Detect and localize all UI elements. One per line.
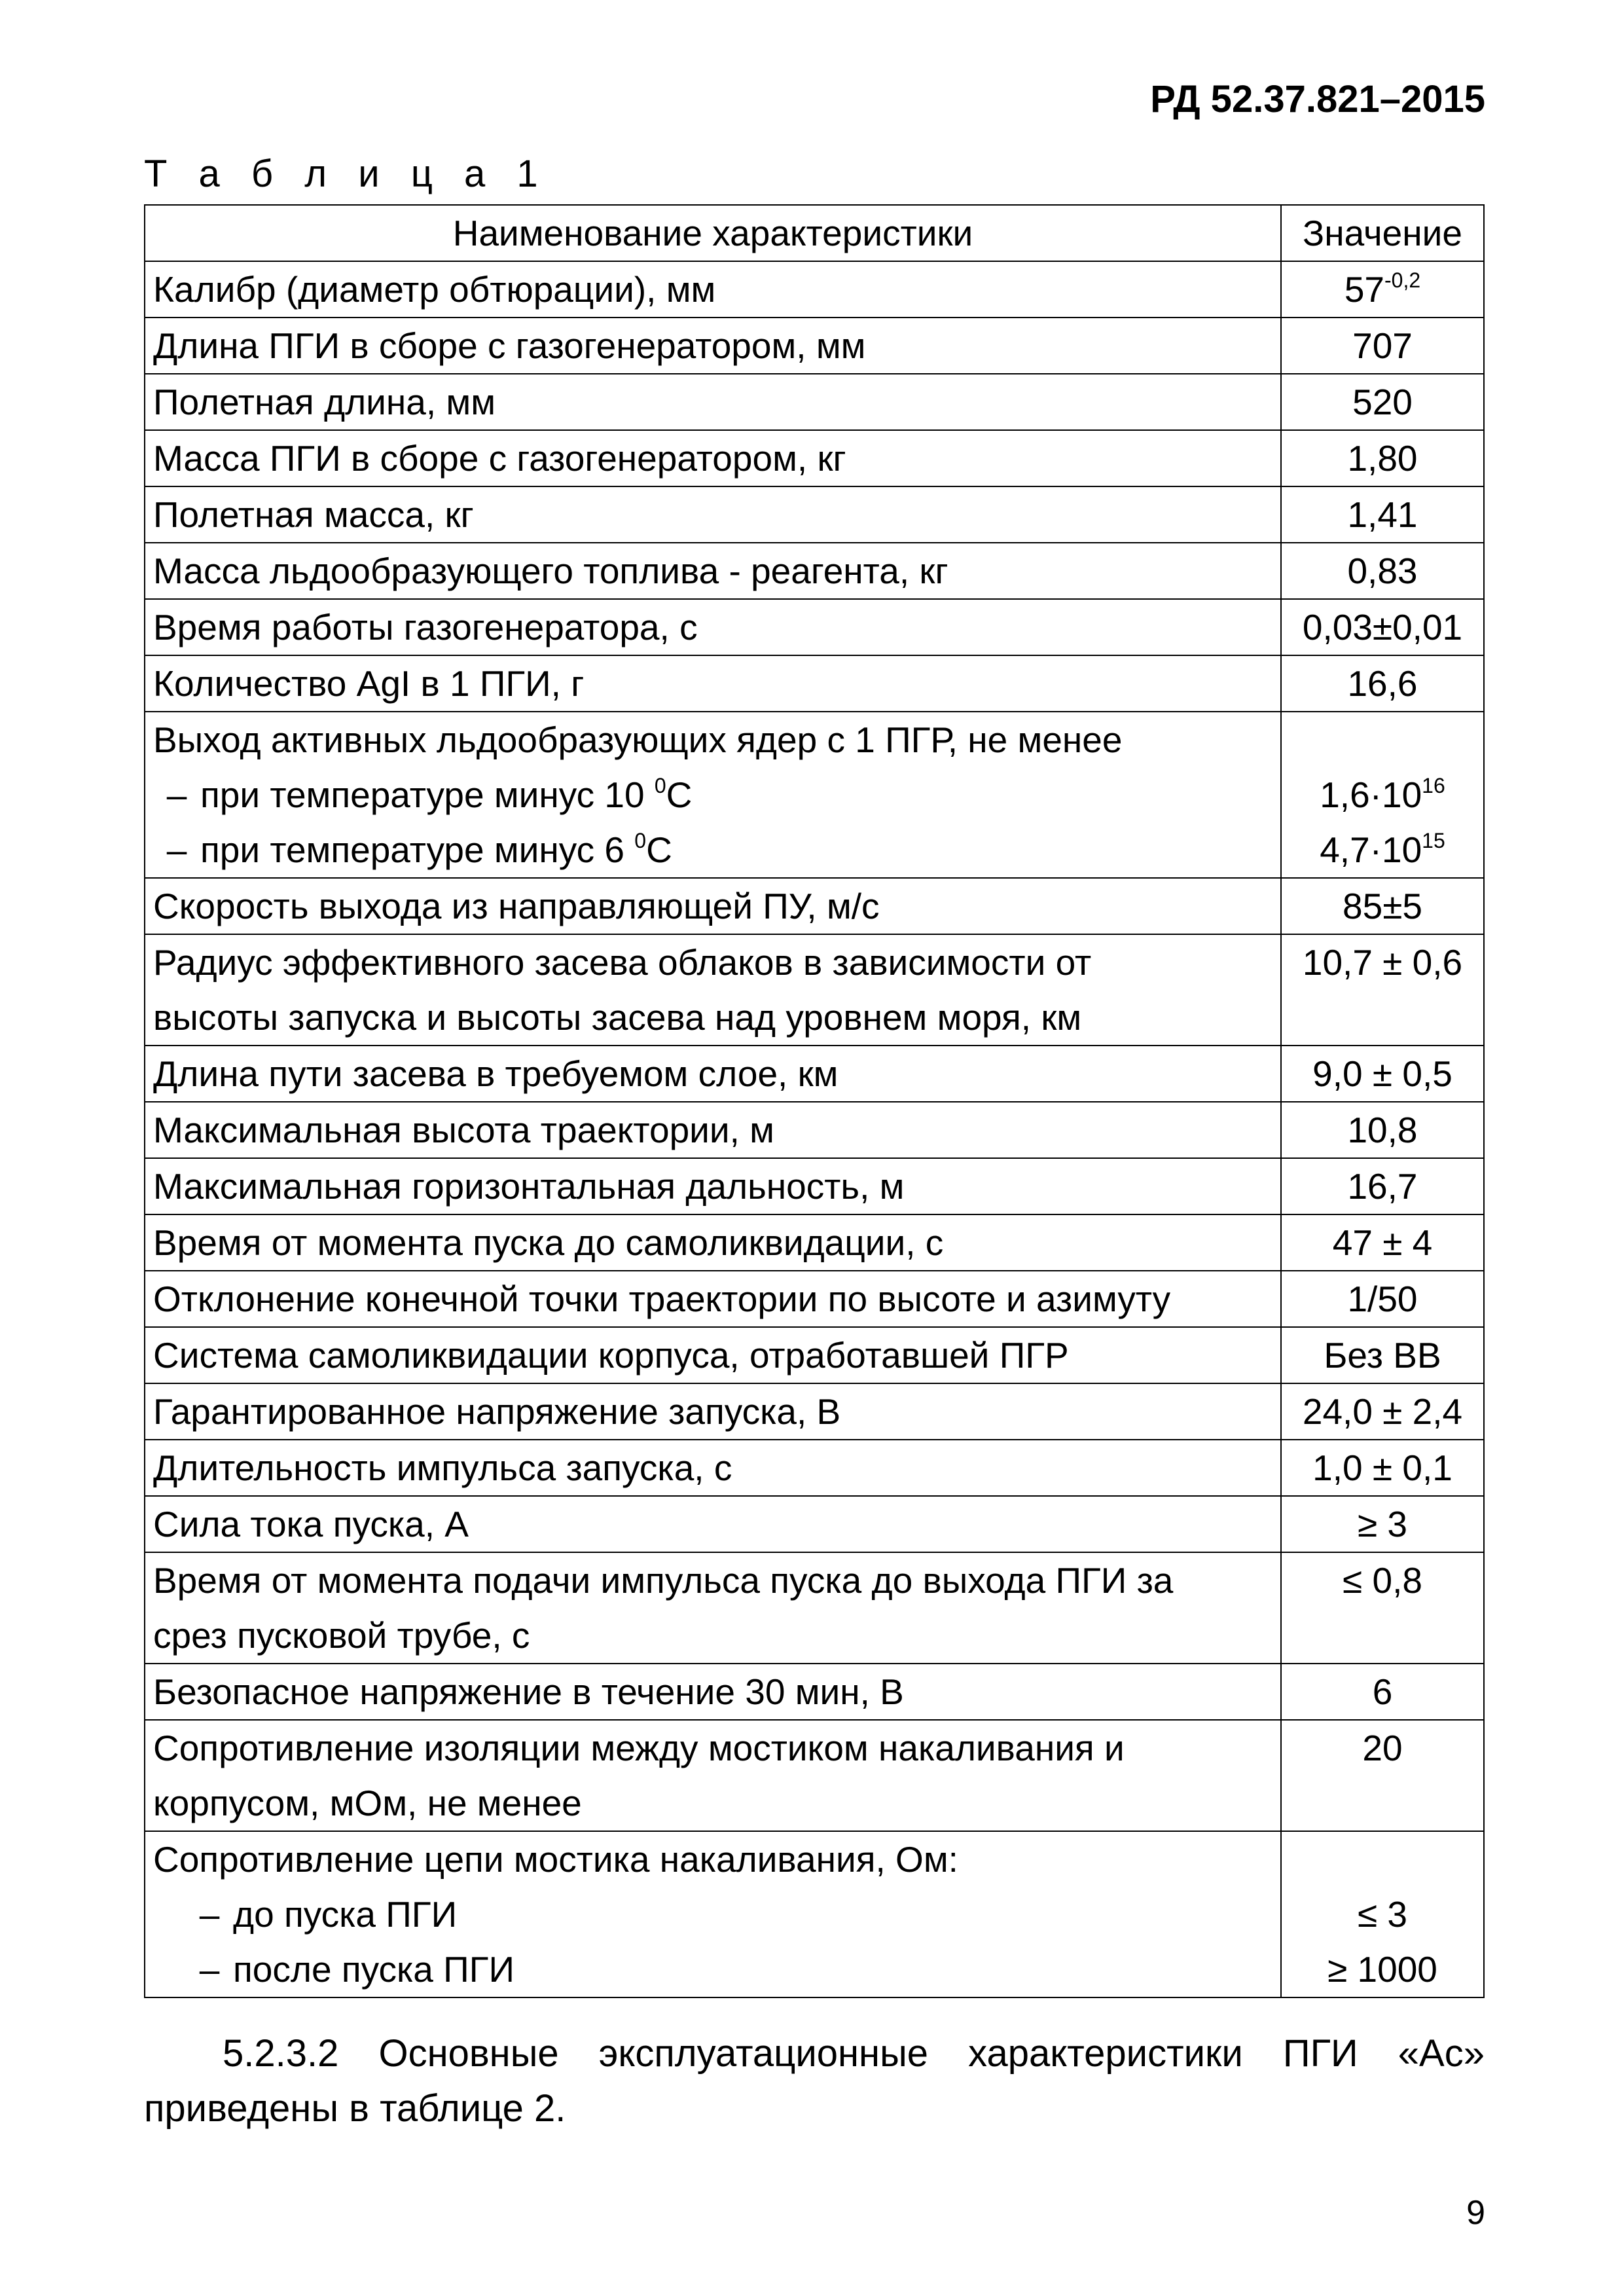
- value-text: 10,7 ± 0,6: [1302, 942, 1463, 983]
- characteristic-name-cell: [145, 1102, 1281, 1158]
- table-row: [145, 430, 1484, 486]
- characteristic-name: Время от момента пуска до самоликвидации, с: [153, 1222, 944, 1263]
- characteristic-name-line: Радиус эффективного засева облаков в зависимости от: [153, 942, 1092, 983]
- characteristic-name-line: Сопротивление изоляции между мостиком накаливания и: [153, 1728, 1125, 1768]
- characteristic-name-cell: [145, 1552, 1281, 1664]
- characteristic-name-cell: [145, 1046, 1281, 1102]
- characteristic-value-cell: [1281, 261, 1484, 318]
- value-text: 16,6: [1347, 663, 1418, 704]
- characteristic-value-cell: [1281, 1383, 1484, 1440]
- table-row: [145, 1271, 1484, 1327]
- characteristic-name: Масса льдообразующего топлива - реагента, кг: [153, 551, 948, 591]
- value-text: 1,0 ± 0,1: [1312, 1448, 1453, 1488]
- characteristic-name: Сила тока пуска, А: [153, 1504, 469, 1544]
- value-text: 16,7: [1347, 1166, 1418, 1207]
- table-row: [145, 1831, 1484, 1997]
- characteristic-value-cell: [1281, 1552, 1484, 1664]
- characteristic-name-cell: [145, 1440, 1281, 1496]
- value-text: 520: [1352, 382, 1413, 422]
- characteristic-name: Полетная длина, мм: [153, 382, 496, 422]
- body-paragraph: [144, 2026, 1485, 2136]
- value-text: 0,03±0,01: [1302, 607, 1463, 647]
- sub-item-text: после пуска ПГИ: [233, 1949, 514, 1990]
- unit-text: С: [666, 774, 693, 815]
- table-body: [145, 261, 1484, 1997]
- characteristic-name-cell: [145, 878, 1281, 934]
- characteristic-value-cell: [1281, 430, 1484, 486]
- table-caption: Т а б л и ц а 1: [144, 153, 549, 195]
- document-code: РД 52.37.821–2015: [1150, 78, 1485, 120]
- table-row: [145, 1664, 1484, 1720]
- table-row: [145, 374, 1484, 430]
- value-text: 4,7·10: [1320, 829, 1422, 870]
- characteristic-name: Калибр (диаметр обтюрации), мм: [153, 269, 716, 310]
- characteristic-name: Длительность импульса запуска, с: [153, 1448, 732, 1488]
- characteristic-name: Скорость выхода из направляющей ПУ, м/с: [153, 886, 880, 926]
- value-text: 1/50: [1347, 1279, 1418, 1319]
- characteristic-name-cell: [145, 934, 1281, 1046]
- characteristic-value-cell: [1281, 1664, 1484, 1720]
- paragraph-line-1: 5.2.3.2 Основные эксплуатационные характеристики ПГИ «Ас»: [223, 2032, 1485, 2075]
- characteristic-value-cell: [1281, 1720, 1484, 1831]
- value-text: 1,41: [1347, 494, 1418, 535]
- value-text: ≥ 3: [1357, 1504, 1408, 1544]
- characteristic-name-line: Время от момента подачи импульса пуска до выхода ПГИ за: [153, 1560, 1174, 1601]
- characteristic-name-cell: [145, 374, 1281, 430]
- table-row: [145, 655, 1484, 712]
- table-row: [145, 1214, 1484, 1271]
- characteristic-name: Сопротивление цепи мостика накаливания, Ом:: [153, 1839, 958, 1880]
- table-row: [145, 261, 1484, 318]
- table-row: [145, 318, 1484, 374]
- characteristic-name-cell: [145, 1720, 1281, 1831]
- value-text: 1,6·10: [1320, 774, 1422, 815]
- page-number: 9: [1466, 2194, 1485, 2232]
- characteristic-name-cell: [145, 1158, 1281, 1214]
- paragraph-line-2: приведены в таблице 2.: [144, 2087, 566, 2130]
- characteristic-value-cell: [1281, 1271, 1484, 1327]
- characteristic-name: Гарантированное напряжение запуска, В: [153, 1391, 841, 1432]
- table-row: [145, 1158, 1484, 1214]
- table-row: [145, 934, 1484, 1046]
- characteristic-name-cell: [145, 1496, 1281, 1552]
- value-text: 9,0 ± 0,5: [1312, 1053, 1453, 1094]
- degree-superscript: 0: [634, 829, 647, 852]
- value-exponent: 15: [1422, 829, 1445, 852]
- table-row: [145, 486, 1484, 543]
- characteristic-value-cell: [1281, 655, 1484, 712]
- characteristic-name: Длина пути засева в требуемом слое, км: [153, 1053, 839, 1094]
- characteristic-value-cell: [1281, 486, 1484, 543]
- characteristic-value-cell: [1281, 1831, 1484, 1997]
- characteristic-name-line: высоты запуска и высоты засева над уровнем моря, км: [153, 997, 1082, 1038]
- characteristic-name: Отклонение конечной точки траектории по высоте и азимуту: [153, 1279, 1171, 1319]
- table-row: [145, 1383, 1484, 1440]
- degree-superscript: 0: [654, 774, 666, 797]
- sub-item-value: [1290, 822, 1475, 877]
- dash-bullet: –: [199, 1949, 220, 1990]
- table-row: [145, 599, 1484, 655]
- value-text: 85±5: [1343, 886, 1422, 926]
- characteristic-name-line: корпусом, мОм, не менее: [153, 1783, 582, 1823]
- characteristic-value-cell: [1281, 934, 1484, 1046]
- characteristic-name-cell: [145, 712, 1281, 878]
- characteristic-name-cell: [145, 543, 1281, 599]
- characteristic-value-cell: [1281, 599, 1484, 655]
- value-spacer: [1290, 712, 1475, 767]
- value-spacer: [1290, 1832, 1475, 1887]
- sub-item: [153, 1942, 1272, 1997]
- table-row: [145, 543, 1484, 599]
- table-row: [145, 712, 1484, 878]
- value-text: 707: [1352, 325, 1413, 366]
- characteristic-name-cell: [145, 1327, 1281, 1383]
- characteristic-value-cell: [1281, 1158, 1484, 1214]
- value-text: ≥ 1000: [1327, 1949, 1437, 1990]
- value-text: ≤ 3: [1357, 1894, 1408, 1935]
- value-text: 47 ± 4: [1332, 1222, 1433, 1263]
- characteristic-name: Безопасное напряжение в течение 30 мин, В: [153, 1671, 904, 1712]
- characteristic-name: Длина ПГИ в сборе с газогенератором, мм: [153, 325, 866, 366]
- characteristic-name-cell: [145, 1664, 1281, 1720]
- value-text: Без ВВ: [1324, 1335, 1441, 1376]
- characteristic-value-cell: [1281, 1327, 1484, 1383]
- value-text: 6: [1372, 1671, 1393, 1712]
- sub-item: [153, 1887, 1272, 1942]
- sub-item-text: при температуре минус 10: [200, 774, 655, 815]
- value-text: 24,0 ± 2,4: [1302, 1391, 1463, 1432]
- characteristic-value-cell: [1281, 374, 1484, 430]
- column-header-name: Наименование характеристики: [145, 205, 1281, 261]
- characteristic-value-cell: [1281, 712, 1484, 878]
- table-row: [145, 1720, 1484, 1831]
- characteristic-name: Система самоликвидации корпуса, отработавшей ПГР: [153, 1335, 1069, 1376]
- sub-item: [153, 767, 1272, 822]
- characteristic-name: Масса ПГИ в сборе с газогенератором, кг: [153, 438, 846, 479]
- characteristic-value-cell: [1281, 1214, 1484, 1271]
- value-tolerance: -0,2: [1384, 268, 1421, 292]
- sub-item: [153, 822, 1272, 877]
- table-row: [145, 1327, 1484, 1383]
- characteristic-name: Полетная масса, кг: [153, 494, 474, 535]
- table-row: [145, 1102, 1484, 1158]
- value-exponent: 16: [1422, 774, 1445, 797]
- characteristic-name-cell: [145, 1214, 1281, 1271]
- table-row: [145, 1440, 1484, 1496]
- characteristic-name: Максимальная горизонтальная дальность, м: [153, 1166, 905, 1207]
- characteristics-table: [144, 204, 1485, 1998]
- table-row: [145, 878, 1484, 934]
- sub-item-value: [1290, 767, 1475, 822]
- characteristic-name-cell: [145, 486, 1281, 543]
- dash-bullet: –: [166, 774, 187, 815]
- value-text: 20: [1362, 1728, 1403, 1768]
- characteristic-name-cell: [145, 261, 1281, 318]
- sub-item-text: при температуре минус 6: [200, 829, 635, 870]
- characteristic-name-cell: [145, 599, 1281, 655]
- table-row: [145, 1552, 1484, 1664]
- characteristic-value-cell: [1281, 543, 1484, 599]
- characteristic-value-cell: [1281, 1046, 1484, 1102]
- characteristic-value-cell: [1281, 878, 1484, 934]
- column-header-value: Значение: [1281, 205, 1484, 261]
- characteristic-name-line: срез пусковой трубе, с: [153, 1615, 530, 1656]
- characteristic-value-cell: [1281, 1440, 1484, 1496]
- sub-item-value: [1290, 1887, 1475, 1942]
- value-text: 10,8: [1347, 1110, 1418, 1150]
- value-text: ≤ 0,8: [1343, 1560, 1422, 1601]
- dash-bullet: –: [199, 1894, 220, 1935]
- sub-item-value: [1290, 1942, 1475, 1997]
- value-text: 1,80: [1347, 438, 1418, 479]
- characteristic-value-cell: [1281, 318, 1484, 374]
- table-row: [145, 1046, 1484, 1102]
- characteristic-name-cell: [145, 430, 1281, 486]
- characteristic-name: Выход активных льдообразующих ядер с 1 ПГР, не менее: [153, 720, 1123, 760]
- characteristic-name: Максимальная высота траектории, м: [153, 1110, 774, 1150]
- unit-text: С: [646, 829, 672, 870]
- sub-item-text: до пуска ПГИ: [233, 1894, 458, 1935]
- characteristic-name-cell: [145, 1831, 1281, 1997]
- value-text: 0,83: [1347, 551, 1418, 591]
- characteristic-name-cell: [145, 1383, 1281, 1440]
- characteristic-name-cell: [145, 655, 1281, 712]
- characteristic-value-cell: [1281, 1102, 1484, 1158]
- characteristic-name: Количество AgI в 1 ПГИ, г: [153, 663, 585, 704]
- dash-bullet: –: [166, 829, 187, 870]
- characteristic-name: Время работы газогенератора, с: [153, 607, 698, 647]
- characteristic-name-cell: [145, 318, 1281, 374]
- table-header-row: [145, 205, 1484, 261]
- characteristic-name-cell: [145, 1271, 1281, 1327]
- table-row: [145, 1496, 1484, 1552]
- value-text: 57: [1344, 269, 1385, 310]
- characteristic-value-cell: [1281, 1496, 1484, 1552]
